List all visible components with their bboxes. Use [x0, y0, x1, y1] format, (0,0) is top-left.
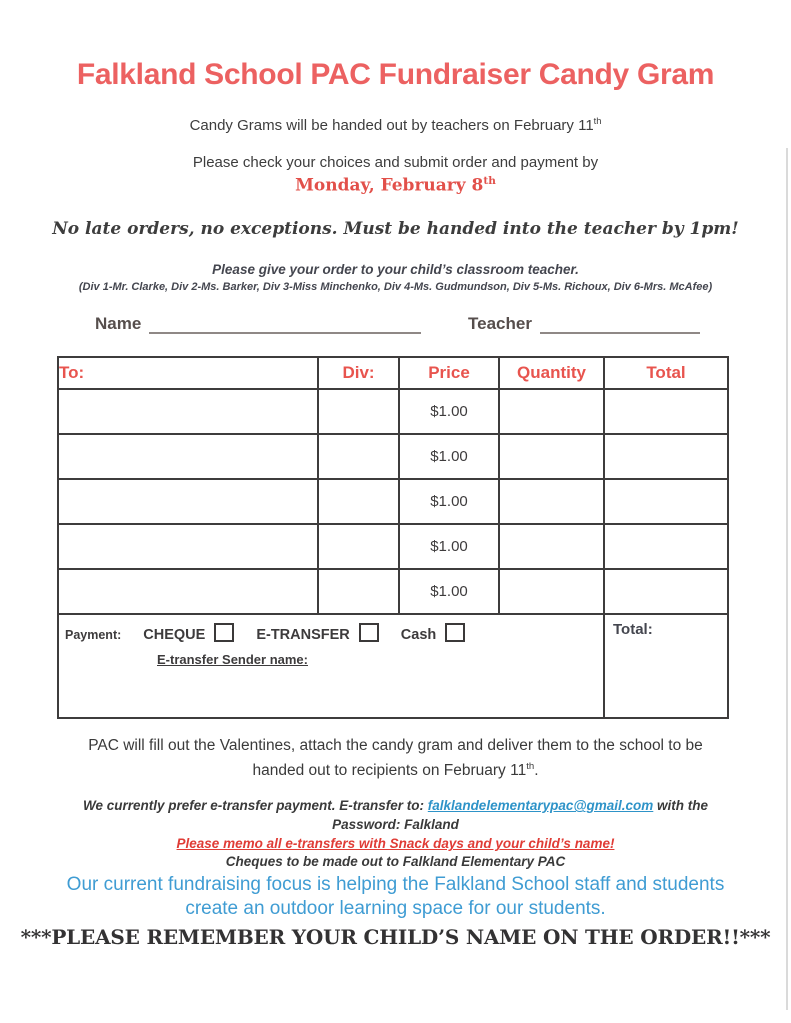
- name-label: Name: [95, 314, 142, 333]
- etransfer-checkbox: [359, 623, 379, 642]
- order-row-4: [58, 524, 728, 569]
- etransfer-instruction-text: We currently prefer e-transfer payment. E-transfer to:: [82, 798, 428, 813]
- total-cell: [604, 389, 728, 434]
- order-row-3: [58, 479, 728, 524]
- memo-warning-line: Please memo all e-transfers with Snack days and your child’s name!: [176, 836, 615, 851]
- total-cell: [604, 524, 728, 569]
- column-header-to: To:: [58, 357, 318, 389]
- column-header-total: Total: [604, 357, 728, 389]
- deadline-date-text: Monday, February 8: [295, 175, 484, 196]
- order-row-2: [58, 434, 728, 479]
- to-cell: [58, 569, 318, 614]
- order-row-1: [58, 389, 728, 434]
- no-late-orders-notice: No late orders, no exceptions. Must be handed into the teacher by 1pm!: [52, 219, 739, 239]
- pac-delivery-line-2-ordinal: th: [526, 761, 535, 772]
- etransfer-instruction-line: [0, 798, 791, 813]
- order-table: [57, 356, 729, 719]
- order-row-5: [58, 569, 728, 614]
- cheque-checkbox: [214, 623, 234, 642]
- pac-delivery-line-2-text: handed out to recipients on February 11: [252, 762, 527, 780]
- pac-delivery-line-2-period: .: [534, 762, 539, 780]
- teacher-label: Teacher: [468, 314, 532, 333]
- teacher-field-group: [468, 314, 700, 334]
- etransfer-sender-name-label: E-transfer Sender name:: [157, 652, 308, 667]
- quantity-cell: [499, 434, 604, 479]
- cash-option-label: Cash: [400, 627, 437, 643]
- to-cell: [58, 479, 318, 524]
- pac-delivery-note: [0, 735, 791, 781]
- name-field-group: [95, 314, 421, 334]
- price-cell: $1.00: [399, 389, 499, 434]
- fundraising-focus-line-1: Our current fundraising focus is helping the Falkland School staff and students: [66, 874, 725, 895]
- handout-date-ordinal: th: [593, 116, 602, 126]
- payment-options-cell: [58, 614, 604, 718]
- div-cell: [318, 479, 399, 524]
- fundraising-focus-line-2: create an outdoor learning space for our students.: [185, 898, 606, 919]
- total-cell: [604, 569, 728, 614]
- div-cell: [318, 569, 399, 614]
- give-order-notice: Please give your order to your child’s classroom teacher.: [212, 262, 579, 277]
- submit-instruction-line: Please check your choices and submit order and payment by: [192, 154, 599, 171]
- name-blank-line: [149, 314, 421, 334]
- payment-options-line: [65, 623, 603, 644]
- div-cell: [318, 434, 399, 479]
- price-cell: $1.00: [399, 524, 499, 569]
- cheque-option-label: CHEQUE: [143, 627, 206, 643]
- deadline-date-ordinal: th: [483, 175, 496, 187]
- password-line: Password: Falkland: [332, 817, 459, 832]
- etransfer-option-label: E-TRANSFER: [256, 627, 350, 643]
- handout-date-line: [0, 116, 791, 134]
- total-cell: [604, 434, 728, 479]
- to-cell: [58, 524, 318, 569]
- quantity-cell: [499, 479, 604, 524]
- name-teacher-row: [0, 314, 791, 342]
- div-cell: [318, 389, 399, 434]
- div-cell: [318, 524, 399, 569]
- cash-checkbox: [445, 623, 465, 642]
- total-cell: [604, 479, 728, 524]
- pac-delivery-line-1: PAC will fill out the Valentines, attach the candy gram and deliver them to the school to be: [88, 737, 703, 754]
- column-header-price: Price: [399, 357, 499, 389]
- etransfer-email-link[interactable]: falklandelementarypac@gmail.com: [427, 798, 654, 813]
- order-table-header-row: [58, 357, 728, 389]
- to-cell: [58, 389, 318, 434]
- deadline-date: [0, 175, 791, 196]
- page-title: Falkland School PAC Fundraiser Candy Gram: [76, 58, 715, 91]
- teacher-blank-line: [540, 314, 700, 334]
- quantity-cell: [499, 569, 604, 614]
- price-cell: $1.00: [399, 479, 499, 524]
- etransfer-instruction-suffix: with the: [653, 798, 709, 813]
- division-teacher-list: (Div 1-Mr. Clarke, Div 2-Ms. Barker, Div 3-Miss Minchenko, Div 4-Ms. Gudmundson, Div 5-Ms. Richoux, Div 6-Mrs. McAfee): [78, 281, 713, 293]
- price-cell: $1.00: [399, 569, 499, 614]
- column-header-quantity: Quantity: [499, 357, 604, 389]
- pac-delivery-line-2: [0, 756, 791, 781]
- handout-date-text: Candy Grams will be handed out by teachers on February 11: [189, 117, 594, 134]
- quantity-cell: [499, 524, 604, 569]
- to-cell: [58, 434, 318, 479]
- payment-row: [58, 614, 728, 718]
- cheques-payable-line: Cheques to be made out to Falkland Elementary PAC: [225, 854, 566, 869]
- column-header-div: Div:: [318, 357, 399, 389]
- child-name-reminder: ***PLEASE REMEMBER YOUR CHILD’S NAME ON THE ORDER!!***: [20, 925, 771, 949]
- quantity-cell: [499, 389, 604, 434]
- grand-total-cell: Total:: [604, 614, 728, 718]
- payment-label: Payment:: [65, 628, 122, 642]
- price-cell: $1.00: [399, 434, 499, 479]
